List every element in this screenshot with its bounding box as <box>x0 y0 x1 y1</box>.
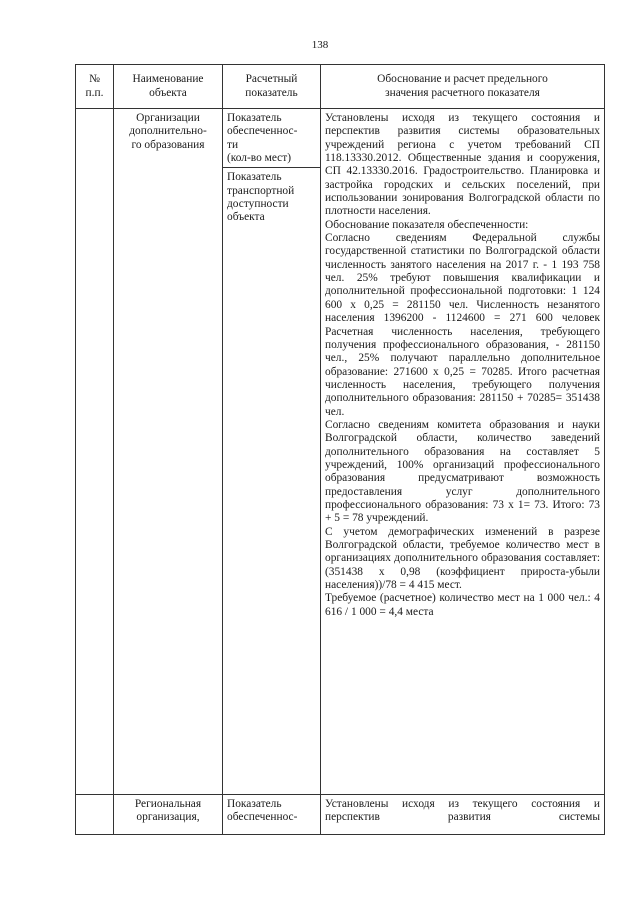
justification-table <box>75 64 605 835</box>
header-object-name: Наименование объекта <box>114 65 223 109</box>
indicator-cell: Показатель обеспеченнос- <box>223 795 321 835</box>
table-header-row <box>76 65 605 109</box>
row-num-cell <box>76 795 114 835</box>
paragraph-capacity-heading: Обоснование показателя обеспеченности: <box>325 218 529 231</box>
row-num-cell <box>76 109 114 795</box>
indicator-capacity: Показатель обеспеченнос- ти (кол-во мест) <box>227 112 298 165</box>
header-num: № п.п. <box>76 65 114 109</box>
paragraph-basis: Установлены исходя из текущего состояния и перспектив развития системы <box>325 798 600 824</box>
page-number: 138 <box>311 39 329 51</box>
object-name-cell: Региональная организация, <box>114 795 223 835</box>
justification-cell <box>321 795 605 835</box>
paragraph-institutions: Согласно сведениям комитета образования и науки Волгоградской области, количество заведений дополнительного образования на составляет 5 учреждений, 100% организаций профессионального образования предусматривают возможность предоставления услуг дополнительного профессионального образования: 73 х 1= 73. Итого: 73 + 5 = 78 учреждений. <box>325 418 600 525</box>
justification-cell <box>321 109 605 795</box>
paragraph-statistics: Согласно сведениям Федеральной службы государственной статистики по Волгоградской области численность занятого населения на 2017 г. - 1 193 758 чел. 25% требуют повышения квалификации и дополнительной профессиональной подготовки: 1 124 600 х 0,25 = 281150 чел. Численность незанятого населения 1396200 - 1124600 = 271 600 человек Расчетная численность населения, требующего получения профессионального образования, - 281150 чел., 25% получают параллельно дополнительное образование: 271600 х 0,25 = 70285. Итого расчетная численность населения, требующего получения дополнительного образования: 281150 + 70285= 351438 чел. <box>325 232 600 418</box>
header-indicator: Расчетный показатель <box>223 65 321 109</box>
indicator-transport-accessibility: Показатель транспортной доступности объекта <box>223 167 320 226</box>
table-row <box>76 109 605 795</box>
paragraph-demographics: С учетом демографических изменений в разрезе Волгоградской области, требуемое количество мест в организациях дополнительного образования составляет: (351438 х 0,98 (коэффициент прироста-убыли населения))/78 = 4 415 мест. <box>325 525 600 592</box>
indicator-cell <box>223 109 321 795</box>
header-justification: Обоснование и расчет предельного значения расчетного показателя <box>321 65 605 109</box>
table-row <box>76 795 605 835</box>
object-name-cell: Организации дополнительно- го образования <box>114 109 223 795</box>
paragraph-basis: Установлены исходя из текущего состояния и перспектив развития системы образовательных учреждений региона с учетом требований СП 118.13330.2012. Общественные здания и сооружения, СП 42.13330.2016. Градостроительство. Планировка и застройка городских и сельских поселений, при использовании зонирования Волгоградской области по плотности населения. <box>325 112 600 218</box>
paragraph-required-places: Требуемое (расчетное) количество мест на 1 000 чел.: 4 616 / 1 000 = 4,4 места <box>325 592 600 618</box>
